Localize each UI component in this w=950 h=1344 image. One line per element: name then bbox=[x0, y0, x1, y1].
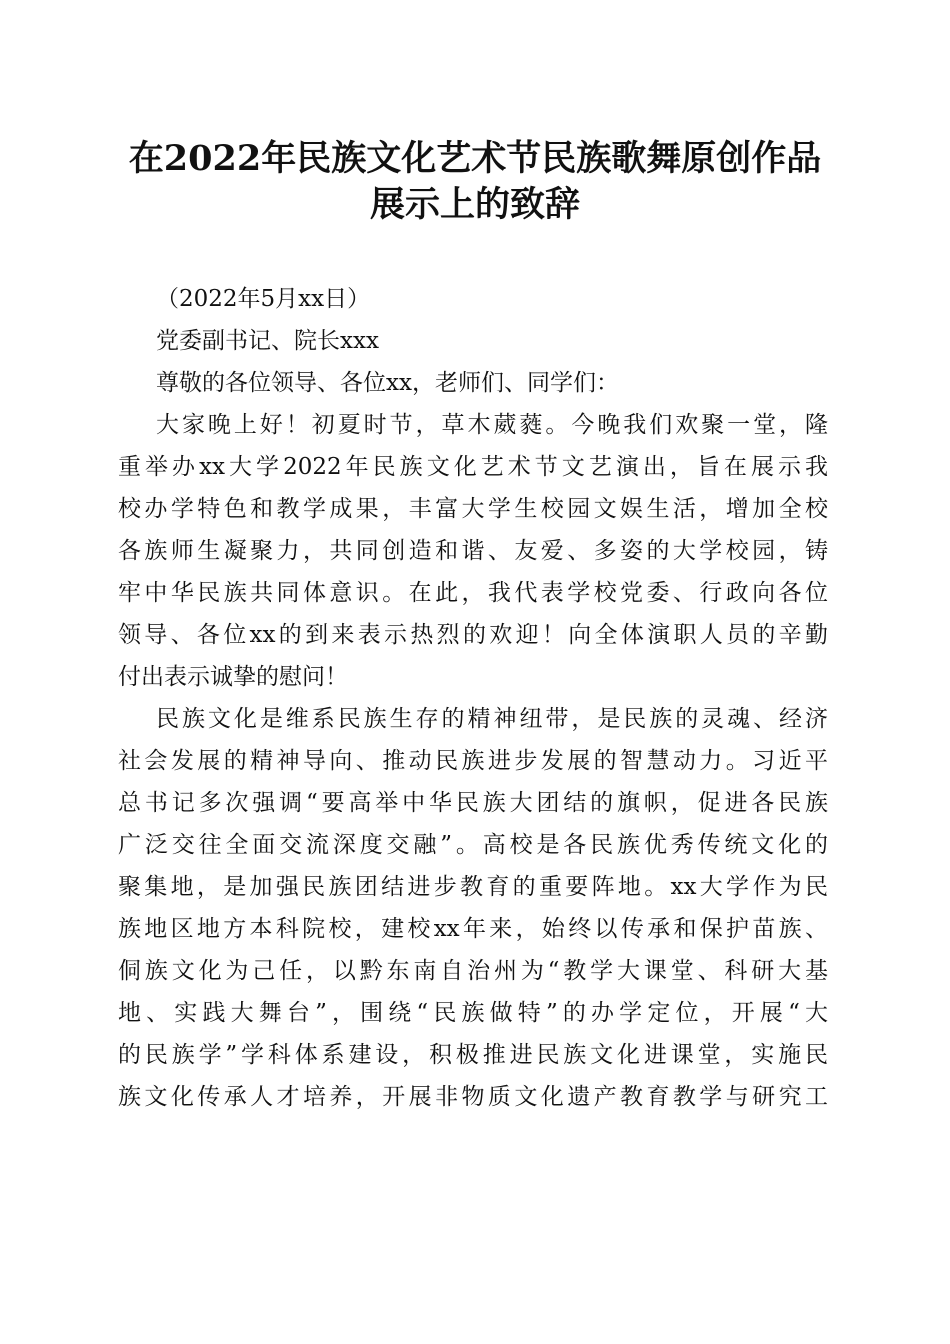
paragraph-line: 地、实践大舞台”，围绕“民族做特”的办学定位，开展“大 bbox=[118, 1000, 828, 1026]
paragraph-line: 各族师生凝聚力，共同创造和谐、友爱、多姿的大学校园，铸 bbox=[118, 538, 828, 564]
paragraph-line: 族文化传承人才培养，开展非物质文化遗产教育教学与研究工 bbox=[118, 1084, 828, 1110]
paragraph-line: 侗族文化为己任，以黔东南自治州为“教学大课堂、科研大基 bbox=[118, 958, 828, 984]
paragraph-line: 牢中华民族共同体意识。在此，我代表学校党委、行政向各位 bbox=[118, 580, 828, 606]
paragraph-line: 总书记多次强调“要高举中华民族大团结的旗帜，促进各民族 bbox=[118, 790, 828, 816]
paragraph-line: 社会发展的精神导向、推动民族进步发展的智慧动力。习近平 bbox=[118, 748, 828, 774]
paragraph-line: 聚集地，是加强民族团结进步教育的重要阵地。xx大学作为民 bbox=[118, 874, 828, 900]
speaker-line: 党委副书记、院长xxx bbox=[156, 328, 379, 354]
paragraph-line: 大家晚上好！初夏时节，草木葳蕤。今晚我们欢聚一堂，隆 bbox=[156, 412, 828, 438]
title-line-2: 展示上的致辞 bbox=[369, 184, 580, 225]
salutation-line: 尊敬的各位领导、各位xx，老师们、同学们： bbox=[156, 370, 619, 396]
title-line-1: 在2022年民族文化艺术节民族歌舞原创作品 bbox=[128, 138, 822, 179]
paragraph-line: 领导、各位xx的到来表示热烈的欢迎！向全体演职人员的辛勤 bbox=[118, 622, 828, 648]
paragraph-line: 民族文化是维系民族生存的精神纽带，是民族的灵魂、经济 bbox=[156, 706, 828, 732]
paragraph-line: 广泛交往全面交流深度交融”。高校是各民族优秀传统文化的 bbox=[118, 832, 828, 858]
paragraph-line: 重举办xx大学2022年民族文化艺术节文艺演出，旨在展示我 bbox=[118, 454, 828, 480]
document-body bbox=[118, 278, 828, 1118]
paragraph-line: 族地区地方本科院校，建校xx年来，始终以传承和保护苗族、 bbox=[118, 916, 828, 942]
paragraph-1 bbox=[118, 404, 828, 698]
date-line: （2022年5月xx日） bbox=[156, 286, 371, 312]
paragraph-line: 校办学特色和教学成果，丰富大学生校园文娱生活，增加全校 bbox=[118, 496, 828, 522]
paragraph-2 bbox=[118, 698, 828, 1118]
paragraph-line: 的民族学”学科体系建设，积极推进民族文化进课堂，实施民 bbox=[118, 1042, 828, 1068]
document-title bbox=[80, 136, 870, 228]
paragraph-line: 付出表示诚挚的慰问！ bbox=[118, 664, 348, 690]
